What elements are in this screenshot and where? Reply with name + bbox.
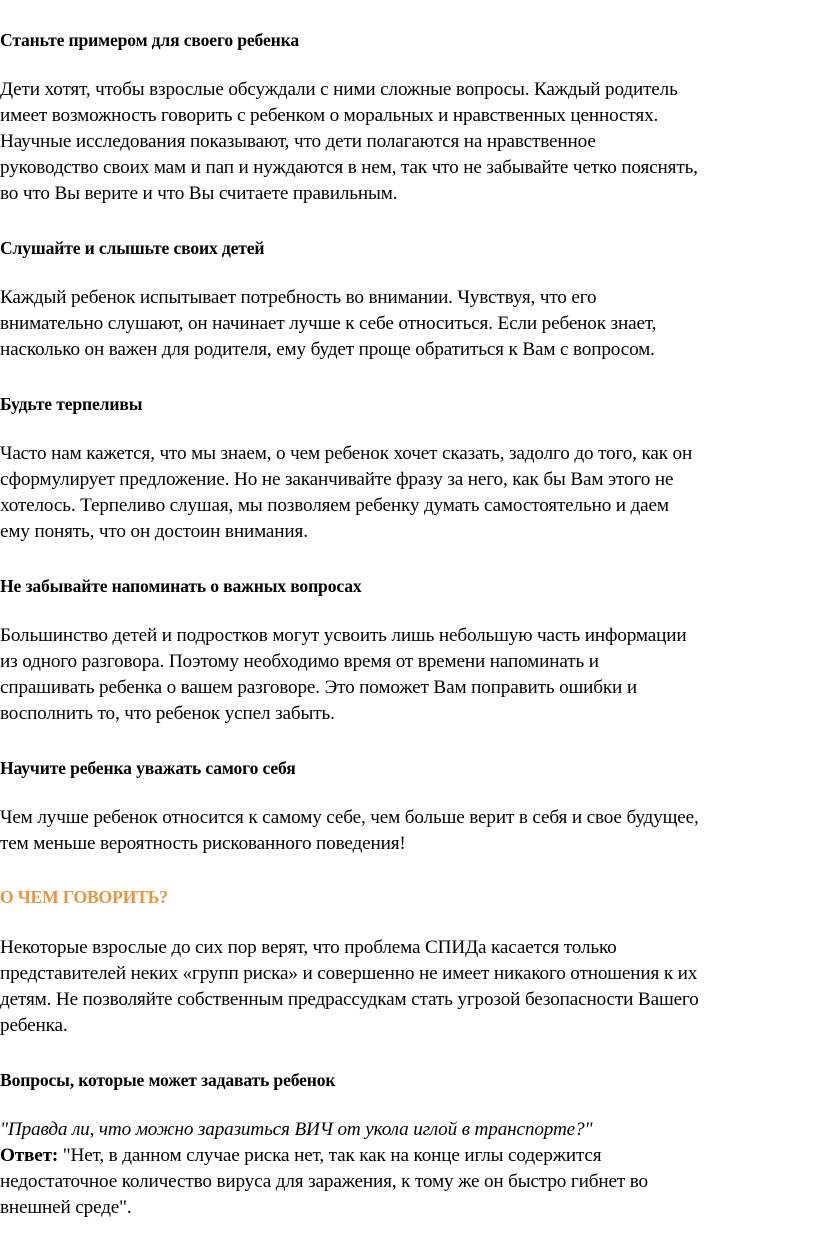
heading-remind: Не забывайте напоминать о важных вопросах bbox=[0, 576, 362, 596]
paragraph-line: недостаточное количество вируса для заражения, к тому же он быстро гибнет во bbox=[0, 1171, 648, 1192]
paragraph-line: хотелось. Терпеливо слушая, мы позволяем ребенку думать самостоятельно и даем bbox=[0, 495, 669, 516]
heading-listen: Слушайте и слышьте своих детей bbox=[0, 238, 265, 258]
paragraph-line: представителей неких «групп риска» и совершенно не имеет никакого отношения к их bbox=[0, 963, 698, 984]
paragraph-line: Чем лучше ребенок относится к самому себе, чем больше верит в себя и свое будущее, bbox=[0, 807, 699, 828]
heading-set-example: Станьте примером для своего ребенка bbox=[0, 30, 299, 50]
paragraph-line: спрашивать ребенка о вашем разговоре. Это поможет Вам поправить ошибки и bbox=[0, 677, 637, 698]
paragraph-line: во что Вы верите и что Вы считаете правильным. bbox=[0, 183, 398, 204]
answer-text: "Нет, в данном случае риска нет, так как на конце иглы содержится bbox=[58, 1145, 602, 1166]
paragraph-line: детям. Не позволяйте собственным предрассудкам стать угрозой безопасности Вашего bbox=[0, 989, 699, 1010]
paragraph-line: внешней среде". bbox=[0, 1197, 132, 1218]
paragraph-line: Некоторые взрослые до сих пор верят, что проблема СПИДа касается только bbox=[0, 937, 617, 958]
heading-what-to-talk-about: О ЧЕМ ГОВОРИТЬ? bbox=[0, 887, 168, 907]
paragraph-line: из одного разговора. Поэтому необходимо время от времени напоминать и bbox=[0, 651, 599, 672]
answer-line bbox=[0, 1143, 601, 1169]
answer-label: Ответ: bbox=[0, 1145, 59, 1166]
paragraph-line: сформулирует предложение. Но не заканчивайте фразу за него, как бы Вам этого не bbox=[0, 469, 674, 490]
paragraph-line: имеет возможность говорить с ребенком о моральных и нравственных ценностях. bbox=[0, 105, 659, 126]
paragraph-line: ребенка. bbox=[0, 1015, 68, 1036]
question-text: "Правда ли, что можно заразиться ВИЧ от укола иглой в транспорте?" bbox=[0, 1119, 593, 1140]
paragraph-line: Каждый ребенок испытывает потребность во внимании. Чувствуя, что его bbox=[0, 287, 597, 308]
paragraph-line: руководство своих мам и пап и нуждаются в нем, так что не забывайте четко пояснять, bbox=[0, 157, 698, 178]
paragraph-line: Дети хотят, чтобы взрослые обсуждали с ними сложные вопросы. Каждый родитель bbox=[0, 79, 678, 100]
heading-self-respect: Научите ребенка уважать самого себя bbox=[0, 758, 296, 778]
heading-be-patient: Будьте терпеливы bbox=[0, 394, 143, 414]
paragraph-line: внимательно слушают, он начинает лучше к себе относиться. Если ребенок знает, bbox=[0, 313, 657, 334]
paragraph-line: насколько он важен для родителя, ему будет проще обратиться к Вам с вопросом. bbox=[0, 339, 655, 360]
heading-child-questions: Вопросы, которые может задавать ребенок bbox=[0, 1070, 336, 1090]
paragraph-line: восполнить то, что ребенок успел забыть. bbox=[0, 703, 335, 724]
paragraph-line: тем меньше вероятность рискованного поведения! bbox=[0, 833, 406, 854]
paragraph-line: Научные исследования показывают, что дети полагаются на нравственное bbox=[0, 131, 596, 152]
paragraph-line: ему понять, что он достоин внимания. bbox=[0, 521, 308, 542]
paragraph-line: Часто нам кажется, что мы знаем, о чем ребенок хочет сказать, задолго до того, как он bbox=[0, 443, 693, 464]
paragraph-line: Большинство детей и подростков могут усвоить лишь небольшую часть информации bbox=[0, 625, 687, 646]
